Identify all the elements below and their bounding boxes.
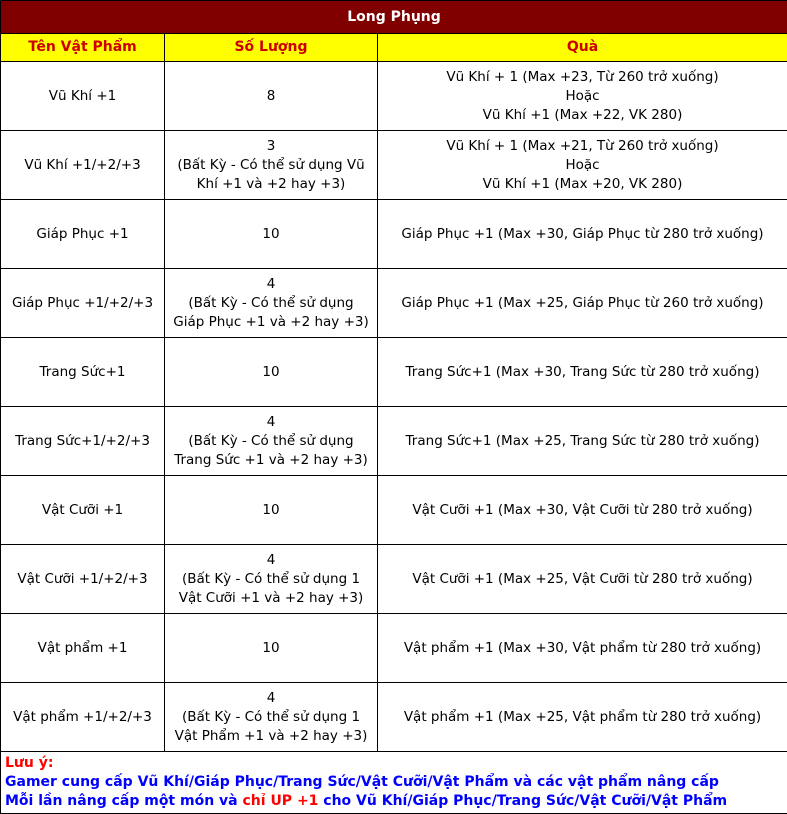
header-item-name: Tên Vật Phẩm: [1, 34, 165, 62]
reward-line: Vật phẩm +1 (Max +25, Vật phẩm từ 280 trở xuống): [380, 708, 785, 727]
quantity-line: Vật Cưỡi +1 và +2 hay +3): [167, 589, 375, 608]
item-name-cell: Vũ Khí +1: [1, 62, 165, 131]
table-row: [1, 338, 787, 407]
reward-line: Vật Cưỡi +1 (Max +25, Vật Cưỡi từ 280 trở xuống): [380, 570, 785, 589]
reward-line: Vật phẩm +1 (Max +30, Vật phẩm từ 280 trở xuống): [380, 639, 785, 658]
note-row: [1, 752, 787, 814]
quantity-line: Vật Phẩm +1 và +2 hay +3): [167, 727, 375, 746]
header-quantity: Số Lượng: [165, 34, 378, 62]
note-line-2-end: cho Vũ Khí/Giáp Phục/Trang Sức/Vật Cưỡi/Vật Phẩm: [318, 793, 727, 809]
reward-cell: [378, 545, 787, 614]
reward-cell: [378, 131, 787, 200]
reward-line: Vũ Khí +1 (Max +22, VK 280): [380, 106, 785, 125]
quantity-line: (Bất Kỳ - Có thể sử dụng 1: [167, 708, 375, 727]
reward-cell: [378, 200, 787, 269]
quantity-line: 10: [167, 501, 375, 520]
note-cell: [1, 752, 787, 814]
quantity-line: 10: [167, 363, 375, 382]
reward-line: Trang Sức+1 (Max +30, Trang Sức từ 280 trở xuống): [380, 363, 785, 382]
quantity-line: (Bất Kỳ - Có thể sử dụng: [167, 432, 375, 451]
table-title-row: [1, 1, 787, 34]
note-line-2: [5, 792, 783, 811]
quantity-cell: [165, 476, 378, 545]
table-title: Long Phụng: [1, 1, 787, 34]
reward-line: Vũ Khí +1 (Max +20, VK 280): [380, 175, 785, 194]
quantity-line: 4: [167, 689, 375, 708]
quantity-line: 10: [167, 639, 375, 658]
quantity-cell: [165, 200, 378, 269]
reward-line: Giáp Phục +1 (Max +30, Giáp Phục từ 280 trở xuống): [380, 225, 785, 244]
table-header-row: [1, 34, 787, 62]
quantity-cell: [165, 269, 378, 338]
table-body: [1, 62, 787, 752]
quantity-line: 3: [167, 137, 375, 156]
reward-cell: [378, 683, 787, 752]
item-name-cell: Vật Cưỡi +1: [1, 476, 165, 545]
quantity-line: Trang Sức +1 và +2 hay +3): [167, 451, 375, 470]
quantity-cell: [165, 545, 378, 614]
table-row: [1, 200, 787, 269]
reward-line: Vũ Khí + 1 (Max +21, Từ 260 trở xuống): [380, 137, 785, 156]
table-row: [1, 476, 787, 545]
note-highlight: chỉ UP +1: [243, 793, 319, 809]
reward-line: Hoặc: [380, 156, 785, 175]
quantity-cell: [165, 683, 378, 752]
note-line-2-start: Mỗi lần nâng cấp một món và: [5, 793, 243, 809]
reward-cell: [378, 476, 787, 545]
table-row: [1, 62, 787, 131]
item-name-cell: Vật phẩm +1/+2/+3: [1, 683, 165, 752]
quantity-cell: [165, 62, 378, 131]
table-row: [1, 545, 787, 614]
item-name-cell: Vũ Khí +1/+2/+3: [1, 131, 165, 200]
note-line-1: Gamer cung cấp Vũ Khí/Giáp Phục/Trang Sức/Vật Cưỡi/Vật Phẩm và các vật phẩm nâng cấp: [5, 773, 783, 792]
table-row: [1, 683, 787, 752]
item-name-cell: Trang Sức+1: [1, 338, 165, 407]
item-name-cell: Vật phẩm +1: [1, 614, 165, 683]
table-row: [1, 614, 787, 683]
note-label: Lưu ý:: [5, 754, 783, 773]
reward-line: Vũ Khí + 1 (Max +23, Từ 260 trở xuống): [380, 68, 785, 87]
reward-cell: [378, 269, 787, 338]
item-name-cell: Trang Sức+1/+2/+3: [1, 407, 165, 476]
reward-line: Giáp Phục +1 (Max +25, Giáp Phục từ 260 trở xuống): [380, 294, 785, 313]
item-name-cell: Giáp Phục +1/+2/+3: [1, 269, 165, 338]
quantity-line: 4: [167, 551, 375, 570]
reward-cell: [378, 407, 787, 476]
table-row: [1, 407, 787, 476]
quantity-line: 4: [167, 275, 375, 294]
quantity-line: 4: [167, 413, 375, 432]
quantity-cell: [165, 131, 378, 200]
quantity-line: 8: [167, 87, 375, 106]
reward-line: Hoặc: [380, 87, 785, 106]
reward-cell: [378, 62, 787, 131]
header-reward: Quà: [378, 34, 787, 62]
quantity-line: Giáp Phục +1 và +2 hay +3): [167, 313, 375, 332]
quantity-line: (Bất Kỳ - Có thể sử dụng: [167, 294, 375, 313]
quantity-cell: [165, 338, 378, 407]
quantity-cell: [165, 614, 378, 683]
quantity-cell: [165, 407, 378, 476]
quantity-line: (Bất Kỳ - Có thể sử dụng 1: [167, 570, 375, 589]
quantity-line: 10: [167, 225, 375, 244]
reward-cell: [378, 614, 787, 683]
quantity-line: (Bất Kỳ - Có thể sử dụng Vũ: [167, 156, 375, 175]
table-row: [1, 269, 787, 338]
reward-cell: [378, 338, 787, 407]
item-name-cell: Giáp Phục +1: [1, 200, 165, 269]
quantity-line: Khí +1 và +2 hay +3): [167, 175, 375, 194]
reward-line: Vật Cưỡi +1 (Max +30, Vật Cưỡi từ 280 trở xuống): [380, 501, 785, 520]
item-name-cell: Vật Cưỡi +1/+2/+3: [1, 545, 165, 614]
table-row: [1, 131, 787, 200]
reward-line: Trang Sức+1 (Max +25, Trang Sức từ 280 trở xuống): [380, 432, 785, 451]
